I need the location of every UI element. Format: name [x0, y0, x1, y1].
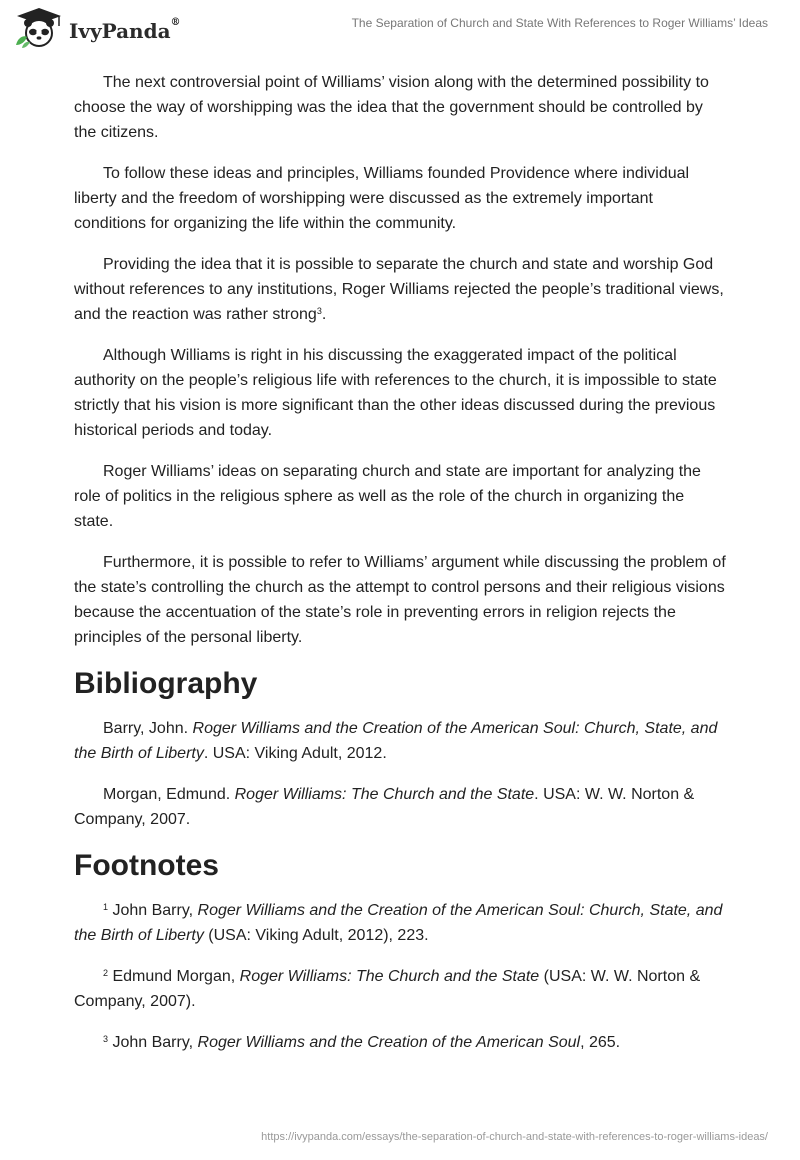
paragraph: Furthermore, it is possible to refer to Williams’ argument while discussing the problem of the state’s controlling the church as the attempt to control persons and their religious visions because the accentuation of the state’s role in preventing errors in religion rejects the principles of the personal liberty.: [74, 554, 726, 646]
footnote-entry: $^2$ Edmund Morgan, Roger Williams: The Church and the State (USA: W. W. Norton & Company, 2007).: [74, 968, 701, 1010]
footnotes-heading: Footnotes: [74, 849, 219, 882]
footnote-ref[interactable]: 3: [316, 306, 322, 316]
essay-content: [74, 70, 726, 1071]
bibliography-heading: Bibliography: [74, 667, 258, 700]
source-url[interactable]: https://ivypanda.com/essays/the-separation-of-church-and-state-with-references-to-roger-williams-ideas/: [261, 1131, 768, 1143]
footnote-number: 3: [103, 1034, 109, 1044]
page-header: [0, 0, 800, 60]
ivypanda-logo[interactable]: [14, 7, 181, 49]
bibliography-entry: Morgan, Edmund. Roger Williams: The Church and the State. USA: W. W. Norton & Company, 2007.: [74, 786, 695, 828]
document-title: The Separation of Church and State With References to Roger Williams’ Ideas: [351, 16, 768, 30]
paragraph: To follow these ideas and principles, Williams founded Providence where individual liberty and the freedom of worshipping were discussed as the extremely important conditions for organizing the life within the community.: [74, 165, 690, 232]
paragraph: Although Williams is right in his discussing the exaggerated impact of the political authority on the people’s religious life with references to the church, it is impossible to state strictly that his vision is more significant than the other ideas discussed during the previous historical periods and today.: [74, 347, 717, 439]
panda-graduate-icon: [14, 7, 64, 49]
paragraph: Roger Williams’ ideas on separating church and state are important for analyzing the role of politics in the religious sphere as well as the role of the church in organizing the state.: [74, 463, 701, 530]
footnote-entry: $^1$ John Barry, Roger Williams and the Creation of the American Soul: Church, State, and the Birth of Liberty (USA: Viking Adult, 2012), 223.: [74, 902, 723, 944]
paragraph: Providing the idea that it is possible to separate the church and state and worship God without references to any institutions, Roger Williams rejected the people’s traditional views, and the reaction was rather strong$^3$.: [74, 256, 724, 323]
footnote-number: 2: [103, 968, 109, 978]
footnote-number: 1: [103, 902, 109, 912]
brand-name: IvyPanda®: [69, 17, 181, 43]
footnote-entry: $^3$ John Barry, Roger Williams and the Creation of the American Soul, 265.: [103, 1034, 621, 1051]
paragraph: The next controversial point of Williams’ vision along with the determined possibility to choose the way of worshipping was the idea that the government should be controlled by the citizens.: [74, 74, 709, 141]
bibliography-entry: Barry, John. Roger Williams and the Creation of the American Soul: Church, State, and the Birth of Liberty. USA: Viking Adult, 2012.: [74, 720, 718, 762]
